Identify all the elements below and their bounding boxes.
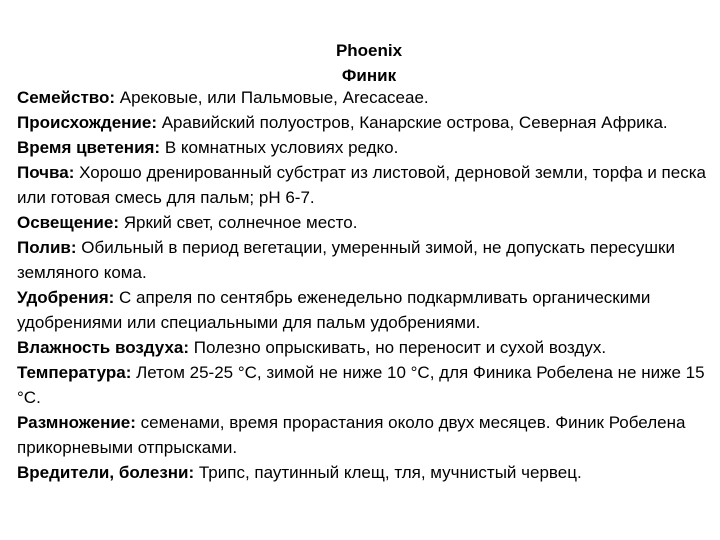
info-propagation — [17, 410, 707, 460]
info-value: Арековые, или Пальмовые, Arecaceae. — [115, 88, 429, 107]
info-value: Трипс, паутинный клещ, тля, мучнистый червец. — [194, 463, 582, 482]
page-title: Phoenix — [335, 41, 403, 60]
info-value: Хорошо дренированный субстрат из листовой, дерновой земли, торфа и песка или готовая смесь для пальм; pH 6-7. — [17, 163, 706, 207]
info-value: Яркий свет, солнечное место. — [119, 213, 358, 232]
info-label: Удобрения: — [17, 288, 115, 307]
info-temperature — [17, 360, 707, 410]
info-label: Происхождение: — [17, 113, 157, 132]
info-value: В комнатных условиях редко. — [160, 138, 399, 157]
info-label: Вредители, болезни: — [17, 463, 195, 482]
info-label: Почва: — [17, 163, 75, 182]
info-light — [17, 210, 707, 235]
info-watering — [17, 235, 707, 285]
info-label: Семейство: — [17, 88, 116, 107]
info-humidity — [17, 335, 707, 360]
info-label: Температура: — [17, 363, 132, 382]
info-fertilizer — [17, 285, 707, 335]
info-flowering — [17, 135, 707, 160]
info-origin — [17, 110, 707, 135]
info-pests — [17, 460, 707, 485]
info-value: Полезно опрыскивать, но переносит и сухой воздух. — [189, 338, 607, 357]
info-value: Аравийский полуостров, Канарские острова, Северная Африка. — [157, 113, 668, 132]
plant-info — [17, 85, 707, 485]
info-label: Освещение: — [17, 213, 119, 232]
info-label: Время цветения: — [17, 138, 161, 157]
info-soil — [17, 160, 707, 210]
title-block — [0, 38, 720, 88]
info-label: Влажность воздуха: — [17, 338, 190, 357]
info-family — [17, 85, 707, 110]
info-label: Полив: — [17, 238, 77, 257]
info-value: семенами, время прорастания около двух месяцев. Финик Робелена прикорневыми отпрысками. — [17, 413, 686, 457]
page-subtitle: Финик — [341, 66, 397, 85]
info-value: Летом 25-25 °С, зимой не ниже 10 °С, для Финика Робелена не ниже 15 °С. — [17, 363, 705, 407]
info-value: С апреля по сентябрь еженедельно подкармливать органическими удобрениями или специальными для пальм удобрениями. — [17, 288, 651, 332]
info-value: Обильный в период вегетации, умеренный зимой, не допускать пересушки земляного кома. — [17, 238, 675, 282]
info-label: Размножение: — [17, 413, 136, 432]
